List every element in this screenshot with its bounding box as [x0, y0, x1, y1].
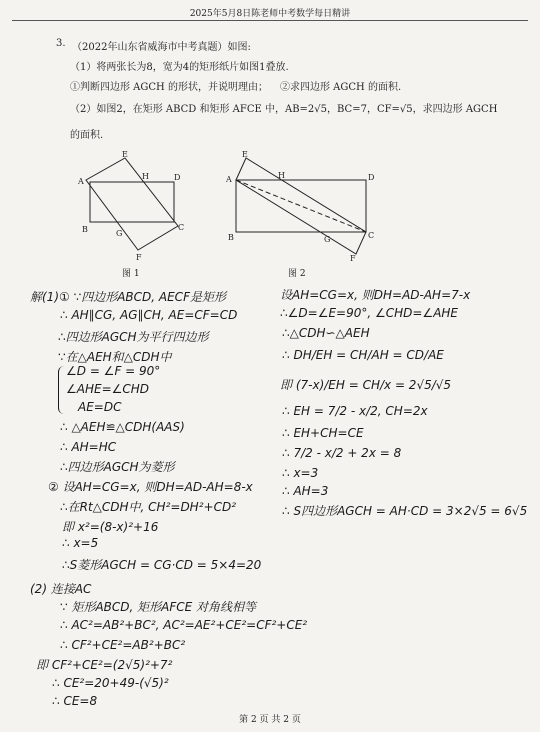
- fig1-label-b: B: [82, 225, 88, 234]
- solution-part2-line: ∴ AC²=AB²+BC², AC²=AE²+CE²=CF²+CE²: [60, 618, 308, 632]
- fig2-label-c: C: [368, 231, 375, 240]
- solution-right-line: ∴ EH+CH=CE: [282, 426, 364, 440]
- solution-left-line: 解(1)① ∵四边形ABCD, AECF是矩形: [30, 290, 226, 304]
- fig2-diagonal-ac: [236, 180, 366, 232]
- solution-right-line: ∴∠D=∠E=90°, ∠CHD=∠AHE: [280, 306, 459, 320]
- solution-right-line: ∴ AH=3: [282, 484, 329, 498]
- figure-1: [70, 150, 200, 262]
- system-brace: [58, 366, 65, 414]
- solution-right-line: ∴ EH = 7/2 - x/2, CH=2x: [282, 404, 428, 418]
- header-rule: [12, 20, 528, 21]
- fig1-label-e: E: [122, 150, 128, 159]
- solution-part2-line: ∴ CF²+CE²=AB²+BC²: [60, 638, 186, 652]
- question-part1: （1）将两张长为8，宽为4的矩形纸片如图1叠放.: [70, 62, 289, 73]
- fig1-rect-aecf: [86, 158, 181, 250]
- solution-left-line: ∠AHE=∠CHD: [66, 382, 150, 396]
- fig1-label-a: A: [78, 177, 84, 186]
- solution-right-line: ∴ x=3: [282, 466, 319, 480]
- solution-left-line: ∴在Rt△CDH中, CH²=DH²+CD²: [60, 500, 237, 514]
- figure-1-caption: 图 1: [122, 269, 140, 279]
- solution-left-line: ② 设AH=CG=x, 则DH=AD-AH=8-x: [48, 480, 253, 494]
- fig2-rect-aecf: [236, 158, 366, 254]
- solution-left-line: ∴四边形AGCH为平行四边形: [58, 330, 209, 344]
- solution-left-line: ∴ AH∥CG, AG∥CH, AE=CF=CD: [60, 308, 238, 322]
- fig1-label-g: G: [116, 229, 123, 238]
- solution-right-line: ∴ DH/EH = CH/AH = CD/AE: [282, 348, 444, 362]
- fig2-label-h: H: [278, 171, 285, 180]
- fig1-label-c: C: [178, 223, 185, 232]
- solution-left-line: ∴ x=5: [62, 536, 99, 550]
- question-part2-line1: （2）如图2，在矩形 ABCD 和矩形 AFCE 中，AB=2√5，BC=7，CF=√5，求四边形 AGCH: [70, 104, 498, 115]
- solution-left-line: ∴ △AEH≌△CDH(AAS): [60, 420, 185, 434]
- fig2-label-a: A: [226, 175, 232, 184]
- figure-2: [226, 150, 376, 262]
- figure-2-caption: 图 2: [288, 269, 306, 279]
- fig2-label-b: B: [228, 233, 234, 242]
- solution-part2-line: 即 CF²+CE²=(2√5)²+7²: [36, 658, 173, 672]
- fig2-rect-abcd: [236, 180, 366, 232]
- solution-part2-line: ∴ CE²=20+49-(√5)²: [52, 676, 169, 690]
- solution-part2-line: ∴ CE=8: [52, 694, 98, 708]
- solution-left-line: AE=DC: [78, 400, 122, 414]
- solution-right-line: ∴△CDH∽△AEH: [282, 326, 370, 340]
- fig2-label-e: E: [242, 150, 248, 159]
- solution-right-line: ∴ S四边形AGCH = AH·CD = 3×2√5 = 6√5: [282, 504, 528, 518]
- solution-left-line: ∠D = ∠F = 90°: [66, 364, 161, 378]
- page-header: 2025年5月8日陈老师中考数学每日精讲: [189, 9, 351, 19]
- question-part2-line2: 的面积.: [70, 130, 104, 141]
- solution-left-line: ∵在△AEH和△CDH中: [58, 350, 172, 364]
- fig1-label-h: H: [142, 172, 149, 181]
- question-number: 3.: [56, 38, 66, 49]
- fig1-label-f: F: [136, 253, 142, 262]
- solution-left-line: ∴四边形AGCH为菱形: [60, 460, 175, 474]
- fig1-label-d: D: [174, 173, 181, 182]
- solution-right-line: 即 (7-x)/EH = CH/x = 2√5/√5: [280, 378, 452, 392]
- solution-right-line: ∴ 7/2 - x/2 + 2x = 8: [282, 446, 402, 460]
- fig2-label-f: F: [350, 254, 356, 262]
- part1-item-2: ②求四边形 AGCH 的面积.: [280, 82, 402, 93]
- solution-left-line: ∴ AH=HC: [60, 440, 117, 454]
- solution-part2-line: (2) 连接AC: [30, 582, 92, 596]
- solution-left-line: ∴S菱形AGCH = CG·CD = 5×4=20: [62, 558, 262, 572]
- solution-left-line: 即 x²=(8-x)²+16: [62, 520, 159, 534]
- solution-right-line: 设AH=CG=x, 则DH=AD-AH=7-x: [280, 288, 471, 302]
- question-source: （2022年山东省威海市中考真题）如图:: [72, 42, 251, 53]
- fig2-label-g: G: [324, 235, 331, 244]
- fig2-label-d: D: [368, 173, 375, 182]
- page-footer: 第 2 页 共 2 页: [239, 715, 301, 725]
- part1-item-1: ①判断四边形 AGCH 的形状，并说明理由；: [70, 82, 268, 93]
- solution-part2-line: ∵ 矩形ABCD, 矩形AFCE 对角线相等: [60, 600, 257, 614]
